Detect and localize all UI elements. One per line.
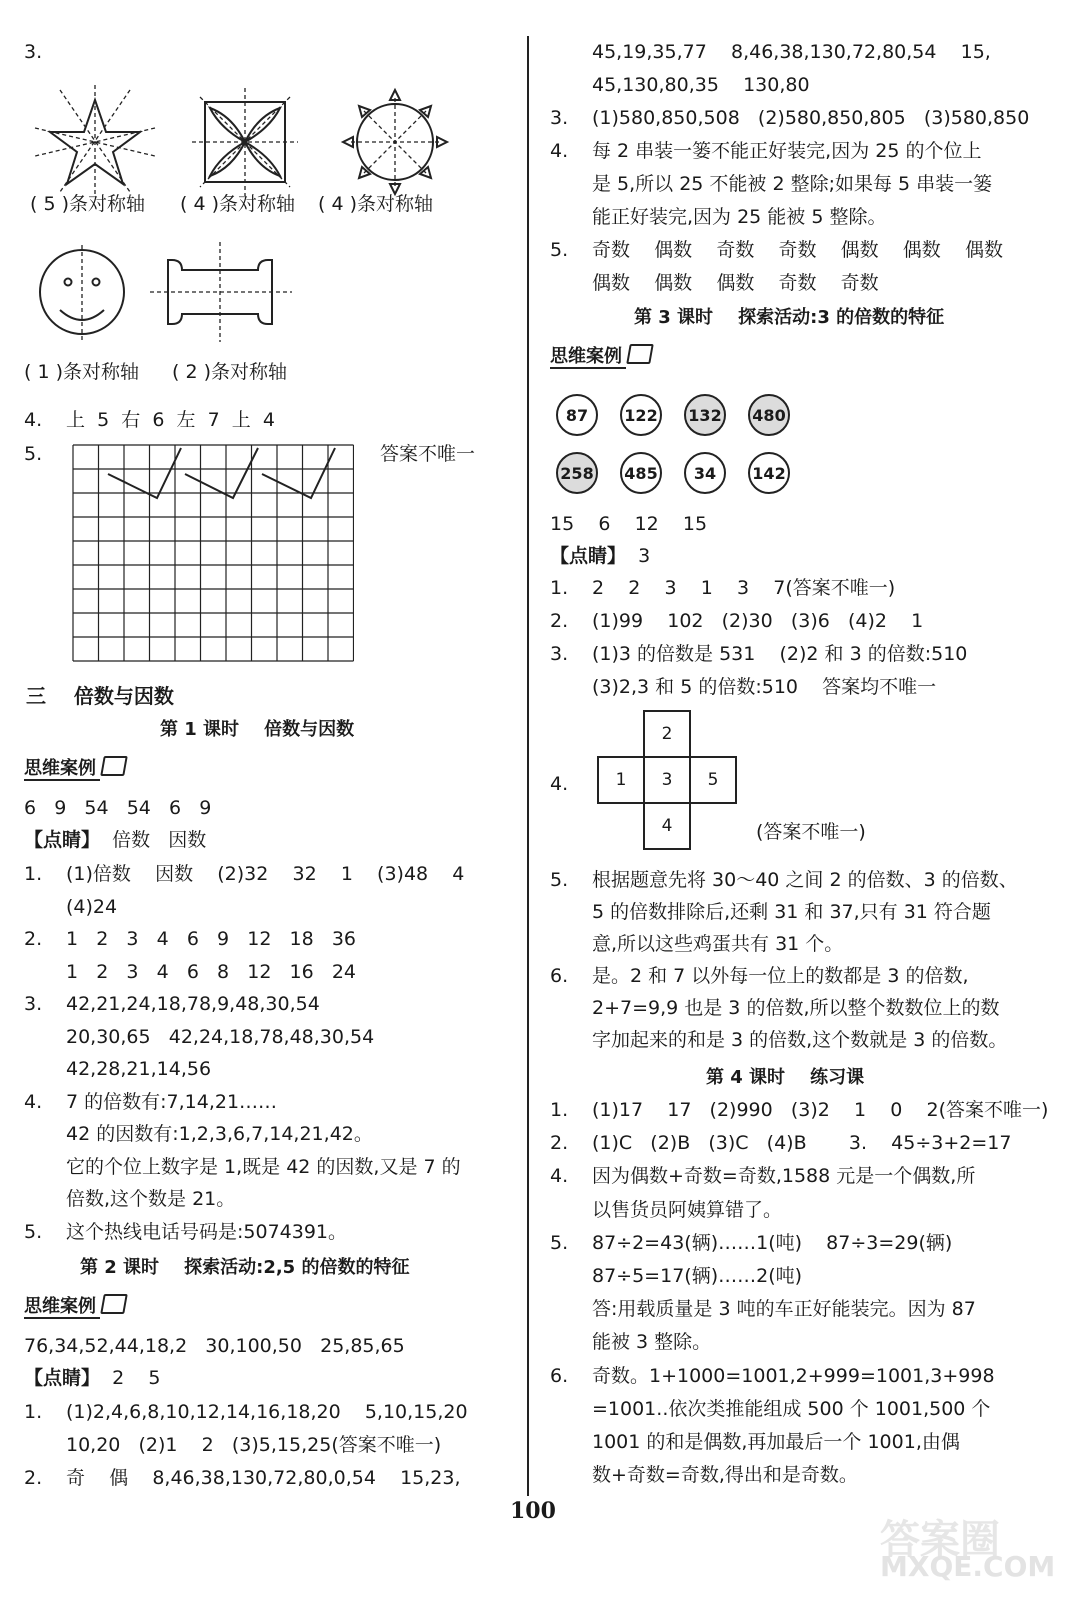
number-circle: 258	[556, 452, 598, 494]
answer-line: 以售货员阿姨算错了。	[592, 1198, 783, 1221]
answer-line: 42 的因数有:1,2,3,6,7,14,21,42。	[66, 1123, 373, 1145]
answer-line: 奇 偶 8,46,38,130,72,80,0,54 15,23,	[66, 1467, 461, 1489]
net-cell: 3	[643, 756, 691, 804]
answer-line: 数+奇数=奇数,得出和是奇数。	[592, 1464, 858, 1487]
direction-answer: 上 5 右 6 左 7 上 4	[66, 409, 275, 431]
answer-line: 1001 的和是偶数,再加最后一个 1001,由偶	[592, 1431, 960, 1453]
grid-figure	[72, 444, 354, 664]
number-circle: 480	[748, 394, 790, 436]
item-number: 1.	[550, 1099, 569, 1121]
smiley-figure	[40, 245, 124, 340]
item-number: 1.	[24, 863, 43, 885]
item-number: 4.	[24, 1090, 43, 1113]
answer-line: 偶数 偶数 偶数 奇数 奇数	[592, 272, 879, 294]
item-number: 6.	[550, 965, 569, 987]
item-number: 2.	[24, 1467, 43, 1489]
answer-line: 倍数,这个数是 21。	[66, 1188, 236, 1210]
item-number: 2.	[24, 928, 43, 950]
answer-line: 42,28,21,14,56	[66, 1058, 212, 1080]
answer-line: (1)2,4,6,8,10,12,14,16,18,20 5,10,15,20	[66, 1401, 468, 1423]
answer-line: 45,19,35,77 8,46,38,130,72,80,54 15,	[592, 41, 991, 63]
answer-line: 意,所以这些鸡蛋共有 31 个。	[592, 933, 844, 955]
answer-line: 每 2 串装一篓不能正好装完,因为 25 的个位上	[592, 140, 982, 162]
item-number: 5.	[24, 443, 43, 465]
answer-line: (1)3 的倍数是 531 (2)2 和 3 的倍数:510	[592, 643, 968, 665]
page-number: 100	[510, 1498, 556, 1524]
answer-line: 42,21,24,18,78,9,48,30,54	[66, 993, 320, 1015]
answer-line: 是。2 和 7 以外每一位上的数都是 3 的倍数,	[592, 965, 969, 987]
answer-line: 奇数 偶数 奇数 奇数 偶数 偶数 偶数	[592, 239, 1003, 261]
answer-line: 7 的倍数有:7,14,21……	[66, 1090, 278, 1113]
answer-line: 87÷5=17(辆)……2(吨)	[592, 1265, 803, 1287]
item-number: 4.	[24, 409, 43, 431]
number-circle: 34	[684, 452, 726, 494]
answer-line: (1)C (2)B (3)C (4)B 3. 45÷3+2=17	[592, 1132, 1012, 1155]
item-number: 1.	[550, 577, 569, 599]
answer-line: 45,130,80,35 130,80	[592, 74, 810, 96]
item-number: 3.	[550, 107, 569, 129]
watermark-logo: 答案圈	[880, 1517, 1000, 1563]
net-cell: 5	[689, 756, 737, 804]
answer-line: 因为偶数+奇数=奇数,1588 元是一个偶数,所	[592, 1165, 976, 1188]
lesson-title: 第 2 课时 探索活动:2,5 的倍数的特征	[80, 1257, 410, 1278]
item-number: 4.	[550, 1165, 569, 1188]
symmetry-label: ( 5 )条对称轴	[30, 193, 145, 215]
answer-line: 这个热线电话号码是:5074391。	[66, 1220, 348, 1243]
item-number: 5.	[24, 1220, 43, 1243]
answer-line: (1)倍数 因数 (2)32 32 1 (3)48 4	[66, 863, 465, 885]
star-figure	[35, 85, 155, 195]
item-number: 3.	[550, 643, 569, 665]
item-number: 2.	[550, 610, 569, 632]
lesson-title: 第 1 课时 倍数与因数	[160, 719, 355, 740]
item-number: 2.	[550, 1132, 569, 1155]
book-icon	[626, 344, 654, 364]
answer-line: 20,30,65 42,24,18,78,48,30,54	[66, 1025, 375, 1048]
answer-line: 它的个位上数字是 1,既是 42 的因数,又是 7 的	[66, 1155, 461, 1178]
item-number: 4.	[550, 773, 569, 795]
watermark-url: MXQE.COM	[880, 1550, 1056, 1583]
answer-line: 1 2 3 4 6 8 12 16 24	[66, 960, 357, 983]
answer-line: (1)99 102 (2)30 (3)6 (4)2 1	[592, 610, 924, 632]
case-answer: 76,34,52,44,18,2 30,100,50 25,85,65	[24, 1335, 405, 1357]
answer-line: 是 5,所以 25 不能被 2 整除;如果每 5 串装一篓	[592, 173, 993, 195]
answer-note: 答案不唯一	[380, 443, 476, 465]
lesson-title: 第 4 课时 练习课	[706, 1067, 865, 1088]
case-label: 思维案例	[24, 1294, 126, 1319]
case-label: 思维案例	[24, 756, 126, 781]
answer-line: (1)580,850,508 (2)580,850,805 (3)580,850	[592, 107, 1030, 129]
sun-figure	[343, 90, 447, 194]
item-number: 4.	[550, 140, 569, 162]
symmetry-label: ( 4 )条对称轴	[180, 193, 295, 215]
number-circle: 485	[620, 452, 662, 494]
item-number: 5.	[550, 239, 569, 261]
answer-line: 87÷2=43(辆)……1(吨) 87÷3=29(辆)	[592, 1231, 953, 1254]
number-circle: 142	[748, 452, 790, 494]
answer-line: 能正好装完,因为 25 能被 5 整除。	[592, 206, 887, 228]
net-cell: 2	[643, 710, 691, 758]
item-number: 5.	[550, 869, 569, 891]
answer-line: 奇数。1+1000=1001,2+999=1001,3+998	[592, 1364, 995, 1387]
number-circle: 87	[556, 394, 598, 436]
lesson-title: 第 3 课时 探索活动:3 的倍数的特征	[634, 307, 945, 328]
symmetry-label: ( 2 )条对称轴	[172, 361, 287, 383]
item-number: 5.	[550, 1231, 569, 1254]
unit-title: 三 倍数与因数	[26, 684, 174, 708]
symmetry-label: ( 4 )条对称轴	[318, 193, 433, 215]
tip-row: 【点睛】 3	[550, 545, 651, 567]
item-number: 6.	[550, 1364, 569, 1387]
answer-line: 5 的倍数排除后,还剩 31 和 37,只有 31 符合题	[592, 901, 991, 923]
case-answer: 6 9 54 54 6 9	[24, 797, 212, 819]
net-cell: 1	[597, 756, 645, 804]
petal-square-figure	[192, 88, 298, 196]
answer-line: 答:用载质量是 3 吨的车正好能装完。因为 87	[592, 1298, 976, 1321]
number-circle: 122	[620, 394, 662, 436]
case-label: 思维案例	[550, 344, 652, 369]
case-answer: 15 6 12 15	[550, 513, 708, 535]
answer-line: (3)2,3 和 5 的倍数:510 答案均不唯一	[592, 676, 937, 698]
item-number: 1.	[24, 1401, 43, 1423]
item-number: 3.	[24, 993, 43, 1015]
answer-line: 2+7=9,9 也是 3 的倍数,所以整个数数位上的数	[592, 997, 1000, 1019]
symmetry-label: ( 1 )条对称轴	[24, 361, 139, 383]
answer-line: 字加起来的和是 3 的倍数,这个数就是 3 的倍数。	[592, 1029, 1008, 1051]
book-icon	[100, 756, 128, 776]
tip-row: 【点睛】 倍数 因数	[24, 829, 207, 851]
number-circle: 132	[684, 394, 726, 436]
item-number: 3.	[24, 41, 43, 63]
tip-row: 【点睛】 2 5	[24, 1367, 161, 1389]
answer-line: 10,20 (2)1 2 (3)5,15,25(答案不唯一)	[66, 1434, 442, 1456]
answer-line: 能被 3 整除。	[592, 1331, 712, 1354]
notched-rectangle-figure	[150, 242, 292, 342]
book-icon	[100, 1294, 128, 1314]
answer-line: =1001..依次类推能组成 500 个 1001,500 个	[592, 1397, 991, 1420]
answer-line: (1)17 17 (2)990 (3)2 1 0 2(答案不唯一)	[592, 1099, 1049, 1121]
answer-line: 根据题意先将 30～40 之间 2 的倍数、3 的倍数、	[592, 869, 1018, 891]
answer-note: (答案不唯一)	[756, 821, 866, 843]
answer-line: (4)24	[66, 895, 118, 918]
column-divider	[527, 36, 529, 1496]
net-cell: 4	[643, 802, 691, 850]
answer-line: 1 2 3 4 6 9 12 18 36	[66, 928, 357, 950]
answer-line: 2 2 3 1 3 7(答案不唯一)	[592, 577, 896, 599]
